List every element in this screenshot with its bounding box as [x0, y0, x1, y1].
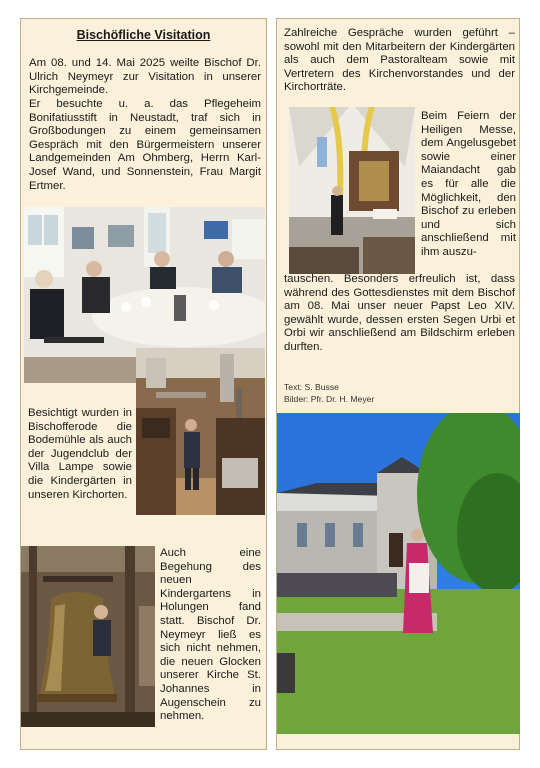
image-credit: Bilder: Pfr. Dr. H. Meyer: [284, 394, 375, 404]
mill-paragraph: Besichtigt wurden in Bischofferode die Bodemühle als auch der Jugendclub der Villa Lampe sowie die Kindergärten in unseren Kirchorten.: [28, 407, 132, 501]
visits-paragraph: Er besuchte u. a. das Pflegeheim Bonifatiusstift in Neustadt, traf sich in Großbodungen zu einem gemeinsamen Gespräch mit den Bürgermeistern unserer Landgemeinden Am Ohmberg, Herrn Karl-Josef Wand, und Sonnenstein, Frau Margit Ertmer.: [29, 98, 261, 192]
mass-paragraph-side: Beim Feiern der Heiligen Messe, dem Angelusgebet sowie einer Maiandacht gab es für alle die Möglichkeit, den Bischof zu erleben und sich anschließend mit ihm auszu-: [421, 110, 516, 258]
intro-paragraph: Am 08. und 14. Mai 2025 weilte Bischof Dr. Ulrich Neymeyr zur Visitation in unserer Kirchgemeinde.: [29, 57, 261, 97]
conversations-paragraph: Zahlreiche Gespräche wurden geführt – sowohl mit den Mitarbeitern der Kindergärten als auch dem Pastoralteam sowie mit Vertretern des Kirchenvorstandes und der Kirchorträte.: [284, 27, 515, 94]
left-column: [20, 18, 267, 750]
outdoor-blessing-photo: [277, 413, 520, 734]
right-column: [276, 18, 520, 750]
mass-paragraph-full: tauschen. Besonders erfreulich ist, dass während des Gottesdienstes mit dem Bischof am 08. Mai unser neuer Papst Leo XIV. gewählt wurde, dessen ersten Segen Urbi et Orbi wir anschließend am Bildschirm erleben durften.: [284, 273, 515, 353]
church-interior-photo: [289, 107, 415, 274]
mill-photo: [136, 348, 265, 515]
text-credit: Text: S. Busse: [284, 382, 339, 392]
bells-photo: [21, 546, 155, 727]
bells-paragraph: Auch eine Begehung des neuen Kindergartens in Holungen fand statt. Bischof Dr. Neymeyr ließ es sich nicht nehmen, die neuen Glocken unserer Kirche St. Johannes in Augenschein zu nehmen.: [160, 547, 261, 723]
article-title: Bischöfliche Visitation: [76, 28, 211, 42]
